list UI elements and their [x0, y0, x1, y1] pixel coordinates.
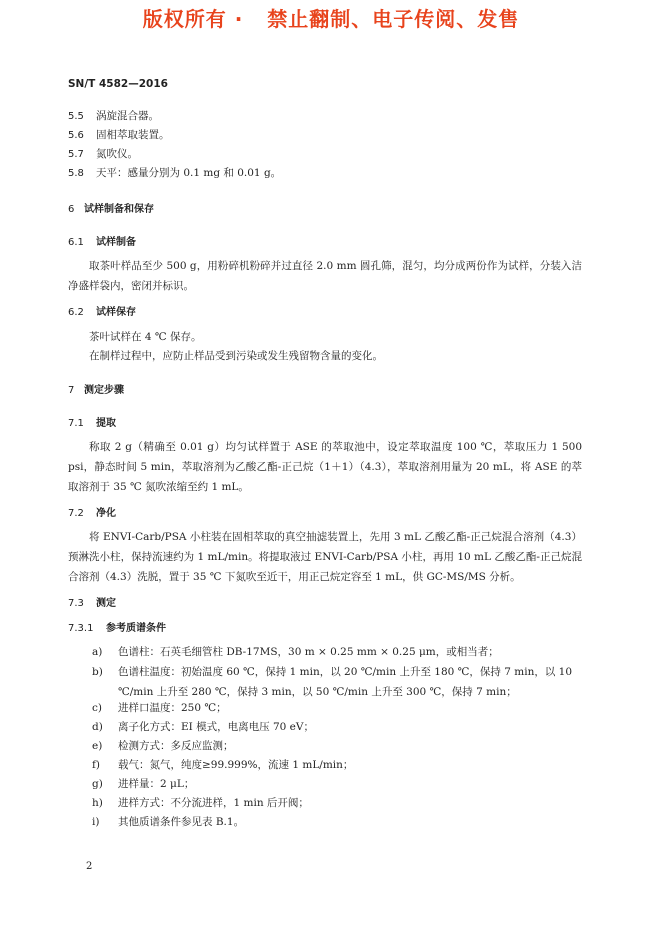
- list-marker: f): [92, 759, 100, 771]
- list-marker: b): [92, 666, 103, 678]
- item-number: 5.6: [68, 130, 84, 141]
- item-number: 5.7: [68, 149, 84, 160]
- list-item: 其他质谱条件参见表 B.1。: [118, 816, 245, 828]
- section-number: 6: [68, 204, 75, 215]
- section-number: 7.3: [68, 598, 84, 609]
- page-number: 2: [86, 861, 93, 872]
- section-title: 提取: [96, 418, 116, 429]
- paragraph: 将 ENVI-Carb/PSA 小柱装在固相萃取的真空抽滤装置上，先用 3 mL 乙酸乙酯-正己烷混合溶剂（4.3）预淋洗小柱，保持流速约为 1 mL/min。将提取液过 ENVI-Carb/PSA 小柱，再用 10 mL 乙酸乙酯-正己烷混合溶剂（4.3）洗脱，置于 35 ℃ 下氮吹至近干，用正己烷定容至 1 mL，供 GC-MS/MS 分析。: [68, 531, 582, 583]
- item-text: 涡旋混合器。: [96, 110, 159, 122]
- list-item: 色谱柱：石英毛细管柱 DB-17MS，30 m × 0.25 mm × 0.25 μm，或相当者；: [118, 646, 499, 658]
- list-item: 载气：氮气，纯度≥99.999%，流速 1 mL/min；: [118, 759, 354, 771]
- paragraph: 称取 2 g（精确至 0.01 g）均匀试样置于 ASE 的萃取池中，设定萃取温度 100 ℃，萃取压力 1 500 psi，静态时间 5 min，萃取溶剂为乙酸乙酯-正己烷（1＋1）（4.3），萃取溶剂用量为 20 mL，将 ASE 的萃取溶剂于 35 ℃ 氮吹浓缩至约 1 mL。: [68, 441, 582, 493]
- list-item: 检测方式：多反应监测；: [118, 740, 234, 752]
- item-number: 5.5: [68, 111, 84, 122]
- list-marker: a): [92, 646, 103, 658]
- section-number: 7.3.1: [68, 623, 94, 634]
- section-title: 参考质谱条件: [106, 623, 166, 634]
- list-marker: h): [92, 797, 103, 809]
- section-title: 测定: [96, 598, 116, 609]
- section-title: 测定步骤: [84, 385, 124, 396]
- section-number: 7: [68, 385, 75, 396]
- list-item: 离子化方式：EI 模式，电离电压 70 eV；: [118, 721, 314, 733]
- list-marker: d): [92, 721, 103, 733]
- section-number: 7.1: [68, 418, 84, 429]
- item-text: 氮吹仪。: [96, 148, 138, 160]
- list-item: 进样方式：不分流进样，1 min 后开阀；: [118, 797, 309, 809]
- list-item: 进样量：2 μL；: [118, 778, 195, 790]
- section-number: 7.2: [68, 508, 84, 519]
- section-title: 净化: [96, 508, 116, 519]
- section-number: 6.2: [68, 307, 84, 318]
- list-marker: i): [92, 816, 100, 828]
- paragraph: 茶叶试样在 4 ℃ 保存。: [89, 331, 202, 343]
- section-title: 试样保存: [96, 307, 136, 318]
- standard-number: SN/T 4582—2016: [68, 78, 168, 90]
- copyright-banner: 版权所有 · 禁止翻制、电子传阅、发售: [142, 7, 520, 31]
- item-text: 固相萃取装置。: [96, 129, 170, 141]
- section-title: 试样制备: [96, 237, 136, 248]
- paragraph: 在制样过程中，应防止样品受到污染或发生残留物含量的变化。: [89, 350, 383, 362]
- section-number: 6.1: [68, 237, 84, 248]
- list-marker: c): [92, 702, 102, 714]
- list-marker: e): [92, 740, 103, 752]
- list-marker: g): [92, 778, 103, 790]
- item-text: 天平：感量分别为 0.1 mg 和 0.01 g。: [96, 167, 282, 179]
- item-number: 5.8: [68, 168, 84, 179]
- section-title: 试样制备和保存: [84, 204, 154, 215]
- list-item: 色谱柱温度：初始温度 60 ℃，保持 1 min，以 20 ℃/min 上升至 180 ℃，保持 7 min，以 10 ℃/min 上升至 280 ℃，保持 3 min，以 50 ℃/min 上升至 300 ℃，保持 7 min；: [118, 666, 573, 698]
- list-item: 进样口温度：250 ℃；: [118, 702, 227, 714]
- paragraph: 取茶叶样品至少 500 g，用粉碎机粉碎并过直径 2.0 mm 圆孔筛，混匀，均分成两份作为试样，分装入洁净盛样袋内，密闭并标识。: [68, 260, 582, 292]
